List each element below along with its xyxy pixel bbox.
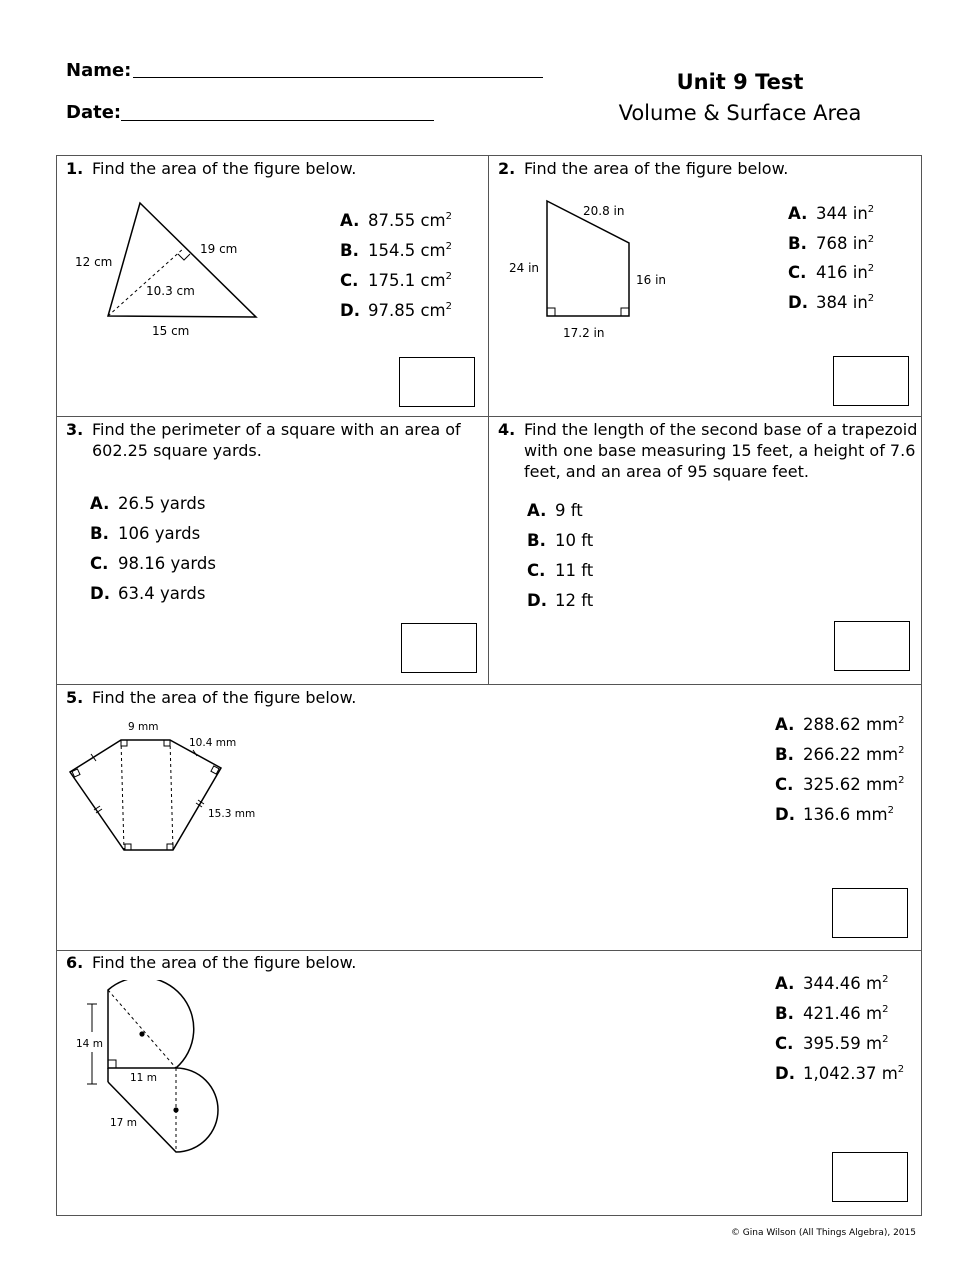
choice-6d[interactable]: D. 1,042.37 $m^2$ [775, 1064, 905, 1083]
question-text: Find the area of the figure below. [92, 688, 357, 707]
question-text-line-3: feet, and an area of 95 square feet. [524, 462, 809, 481]
composite-figure [70, 980, 230, 1160]
choice-2a[interactable]: A. 344 $in^2$ [788, 204, 875, 223]
choice-4d[interactable]: D. 12 ft [527, 591, 594, 610]
fig-label-24in: 24 in [509, 261, 540, 275]
question-text: Find the area of the figure below. [524, 159, 789, 178]
answer-box-3[interactable] [401, 623, 477, 673]
question-number: 5. [66, 688, 84, 707]
question-number: 2. [498, 159, 516, 178]
choice-4a[interactable]: A. 9 ft [527, 501, 583, 520]
trapezoid-figure [500, 190, 700, 350]
question-4 [498, 419, 918, 485]
choice-3d[interactable]: D. 63.4 yards [90, 584, 206, 603]
fig-label-14m: 14 m [76, 1038, 103, 1050]
question-text-line-2: with one base measuring 15 feet, a height of 7.6 [524, 441, 916, 460]
question-2 [498, 158, 908, 180]
question-text: Find the area of the figure below. [92, 953, 357, 972]
question-number: 4. [498, 420, 516, 439]
choice-5a[interactable]: A. 288.62 $mm^2$ [775, 715, 905, 734]
fig-label-17-2in: 17.2 in [563, 326, 605, 340]
test-subtitle: Volume & Surface Area [618, 101, 862, 125]
choice-2b[interactable]: B. 768 $in^2$ [788, 234, 875, 253]
answer-box-2[interactable] [833, 356, 909, 406]
choice-5d[interactable]: D. 136.6 $mm^2$ [775, 805, 895, 824]
question-text: Find the area of the figure below. [92, 159, 357, 178]
fig-label-11m: 11 m [130, 1072, 157, 1084]
fig-label-12cm: 12 cm [75, 255, 113, 269]
answer-box-5[interactable] [832, 888, 908, 938]
choice-5b[interactable]: B. 266.22 $mm^2$ [775, 745, 905, 764]
date-field[interactable] [121, 120, 434, 121]
fig-label-19cm: 19 cm [200, 242, 238, 256]
question-text-line-2: 602.25 square yards. [92, 441, 262, 460]
question-5 [66, 687, 476, 709]
question-3 [66, 419, 481, 465]
name-label: Name: [66, 60, 132, 81]
answer-box-4[interactable] [834, 621, 910, 671]
fig-label-15cm: 15 cm [152, 324, 190, 338]
fig-label-15-3mm: 15.3 mm [208, 808, 256, 820]
choice-4b[interactable]: B. 10 ft [527, 531, 594, 550]
question-1 [66, 158, 476, 180]
choice-3b[interactable]: B. 106 yards [90, 524, 201, 543]
choice-5c[interactable]: C. 325.62 $mm^2$ [775, 775, 905, 794]
choice-1c[interactable]: C. 175.1 $cm^2$ [340, 271, 453, 290]
question-number: 6. [66, 953, 84, 972]
choice-2c[interactable]: C. 416 $in^2$ [788, 263, 875, 282]
name-field[interactable] [133, 77, 543, 78]
triangle-figure [60, 190, 280, 350]
fig-label-16in: 16 in [636, 273, 667, 287]
choice-6c[interactable]: C. 395.59 $m^2$ [775, 1034, 889, 1053]
hexagon-figure [62, 715, 282, 865]
choice-6a[interactable]: A. 344.46 $m^2$ [775, 974, 889, 993]
fig-label-10-4mm: 10.4 mm [189, 737, 237, 749]
fig-label-17m: 17 m [110, 1117, 137, 1129]
question-text-line-1: Find the perimeter of a square with an area of [92, 420, 461, 439]
choice-3c[interactable]: C. 98.16 yards [90, 554, 216, 573]
date-label: Date: [66, 102, 122, 123]
choice-2d[interactable]: D. 384 $in^2$ [788, 293, 875, 312]
choice-6b[interactable]: B. 421.46 $m^2$ [775, 1004, 889, 1023]
answer-box-1[interactable] [399, 357, 475, 407]
question-text-line-1: Find the length of the second base of a trapezoid [524, 420, 918, 439]
choice-1a[interactable]: A. 87.55 $cm^2$ [340, 211, 453, 230]
copyright-notice: © Gina Wilson (All Things Algebra), 2015 [730, 1228, 916, 1238]
question-number: 3. [66, 420, 84, 439]
fig-label-20-8in: 20.8 in [583, 204, 625, 218]
question-6 [66, 952, 476, 974]
choice-1b[interactable]: B. 154.5 $cm^2$ [340, 241, 453, 260]
fig-label-10-3cm: 10.3 cm [146, 284, 195, 298]
choice-3a[interactable]: A. 26.5 yards [90, 494, 206, 513]
question-number: 1. [66, 159, 84, 178]
choice-1d[interactable]: D. 97.85 $cm^2$ [340, 301, 453, 320]
test-title: Unit 9 Test [676, 70, 804, 94]
choice-4c[interactable]: C. 11 ft [527, 561, 594, 580]
answer-box-6[interactable] [832, 1152, 908, 1202]
fig-label-9mm: 9 mm [128, 721, 159, 733]
